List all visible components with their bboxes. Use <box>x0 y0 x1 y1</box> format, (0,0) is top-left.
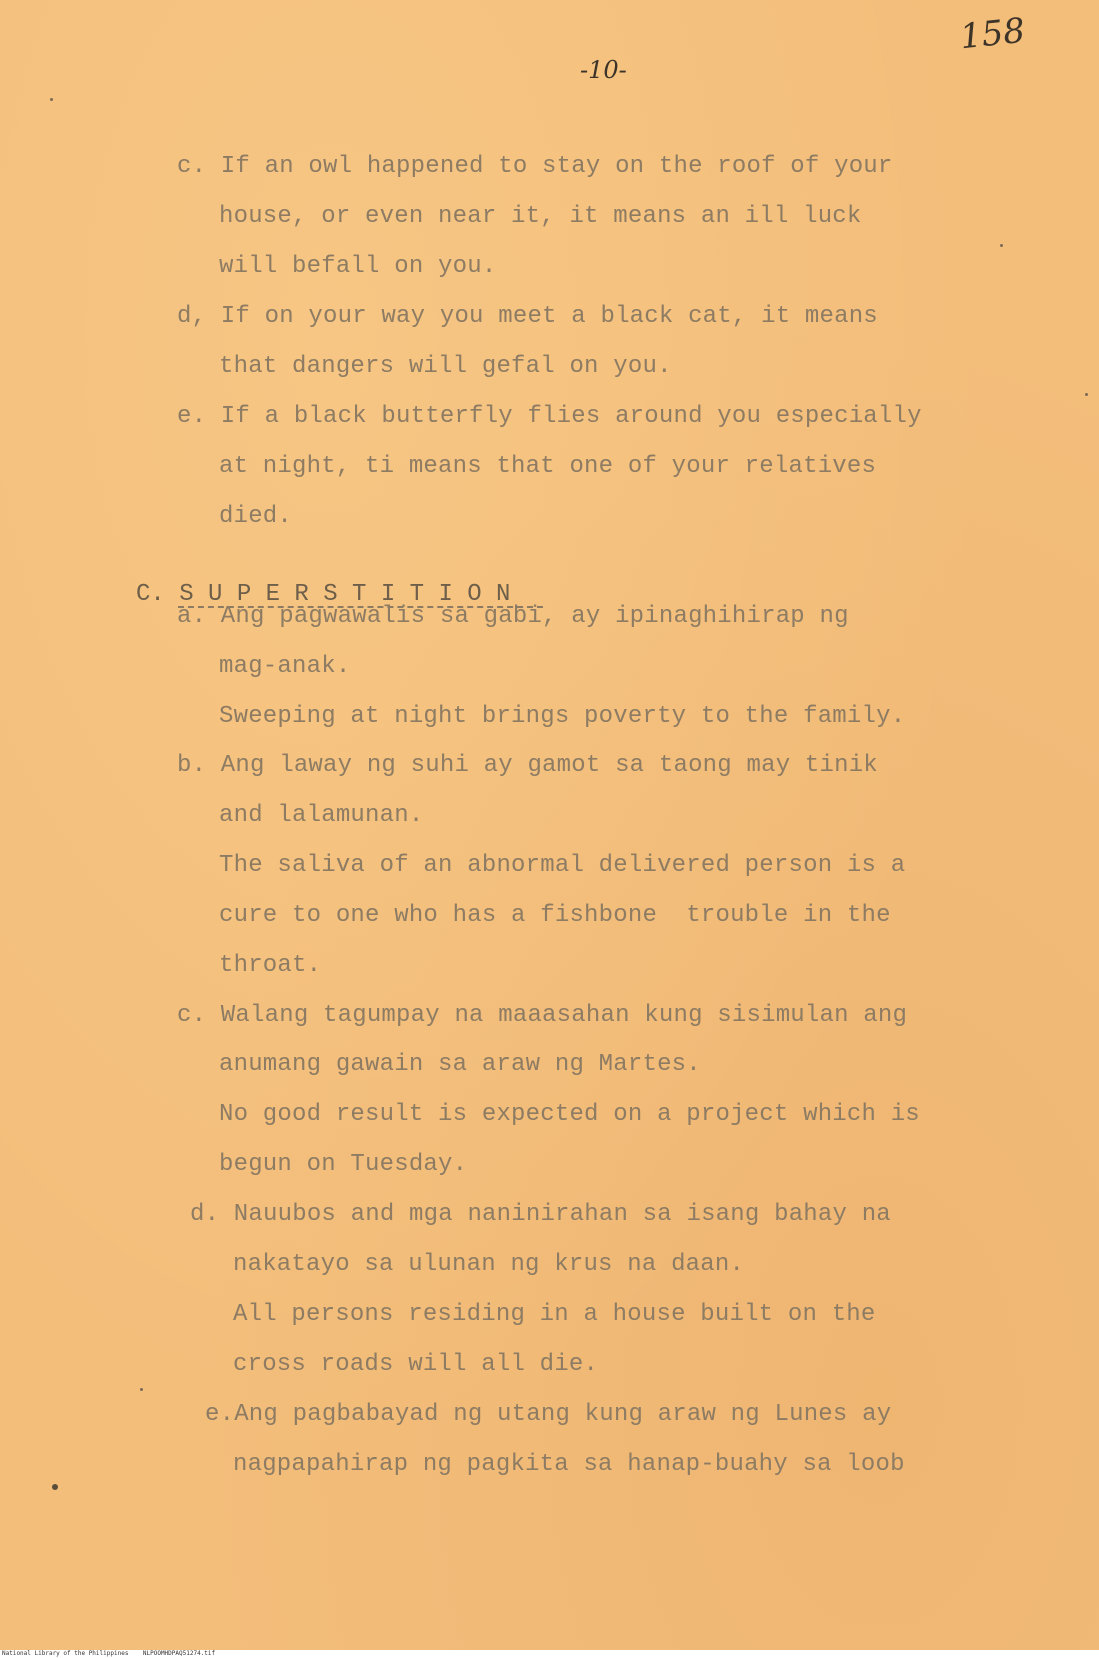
superstition-line: d. Nauubos and mga naninirahan sa isang bahay na <box>190 1201 891 1228</box>
superstition-line: e.Ang pagbabayad ng utang kung araw ng Lunes ay <box>205 1401 892 1428</box>
superstition-translation: No good result is expected on a project which is <box>219 1101 920 1128</box>
section-heading: C. S U P E R S T I T I O N <box>136 581 511 608</box>
text-line: at night, ti means that one of your relatives <box>219 453 877 480</box>
superstition-line: mag-anak. <box>219 653 351 680</box>
superstition-line: nakatayo sa ulunan ng krus na daan. <box>233 1251 745 1278</box>
footer-caption: National Library of the Philippines NLPOOMHDPAQ51274.tif <box>2 1650 216 1657</box>
paper-speck <box>140 1388 143 1391</box>
superstition-translation: The saliva of an abnormal delivered person is a <box>219 852 906 879</box>
page-number: -10- <box>580 56 627 84</box>
superstition-translation: cross roads will all die. <box>233 1351 599 1378</box>
superstition-line: nagpapahirap ng pagkita sa hanap-buahy sa loob <box>233 1451 905 1478</box>
superstition-line: c. Walang tagumpay na maaasahan kung sisimulan ang <box>177 1002 908 1029</box>
paper-speck <box>1000 244 1003 247</box>
paper-speck <box>50 98 53 101</box>
text-line: house, or even near it, it means an ill luck <box>219 203 862 230</box>
text-line: that dangers will gefal on you. <box>219 353 672 380</box>
superstition-translation: throat. <box>219 952 322 979</box>
superstition-translation: cure to one who has a fishbone trouble in the <box>219 902 891 929</box>
superstition-translation: begun on Tuesday. <box>219 1151 468 1178</box>
superstition-line: anumang gawain sa araw ng Martes. <box>219 1051 701 1078</box>
text-line: d, If on your way you meet a black cat, it means <box>177 303 878 330</box>
folio-number: 158 <box>958 10 1027 58</box>
ink-dot <box>52 1484 58 1490</box>
text-line: will befall on you. <box>219 253 497 280</box>
superstition-line: a. Ang pagwawalis sa gabi, ay ipinaghihirap ng <box>177 603 849 630</box>
text-line: c. If an owl happened to stay on the roof of your <box>177 153 893 180</box>
text-line: died. <box>219 503 293 530</box>
text-line: e. If a black butterfly flies around you especially <box>177 403 922 430</box>
scan-footer <box>0 1650 1099 1658</box>
paper-speck <box>1085 393 1088 396</box>
superstition-line: and lalamunan. <box>219 802 424 829</box>
superstition-translation: Sweeping at night brings poverty to the family. <box>219 703 906 730</box>
superstition-line: b. Ang laway ng suhi ay gamot sa taong may tinik <box>177 752 878 779</box>
superstition-translation: All persons residing in a house built on the <box>233 1301 876 1328</box>
